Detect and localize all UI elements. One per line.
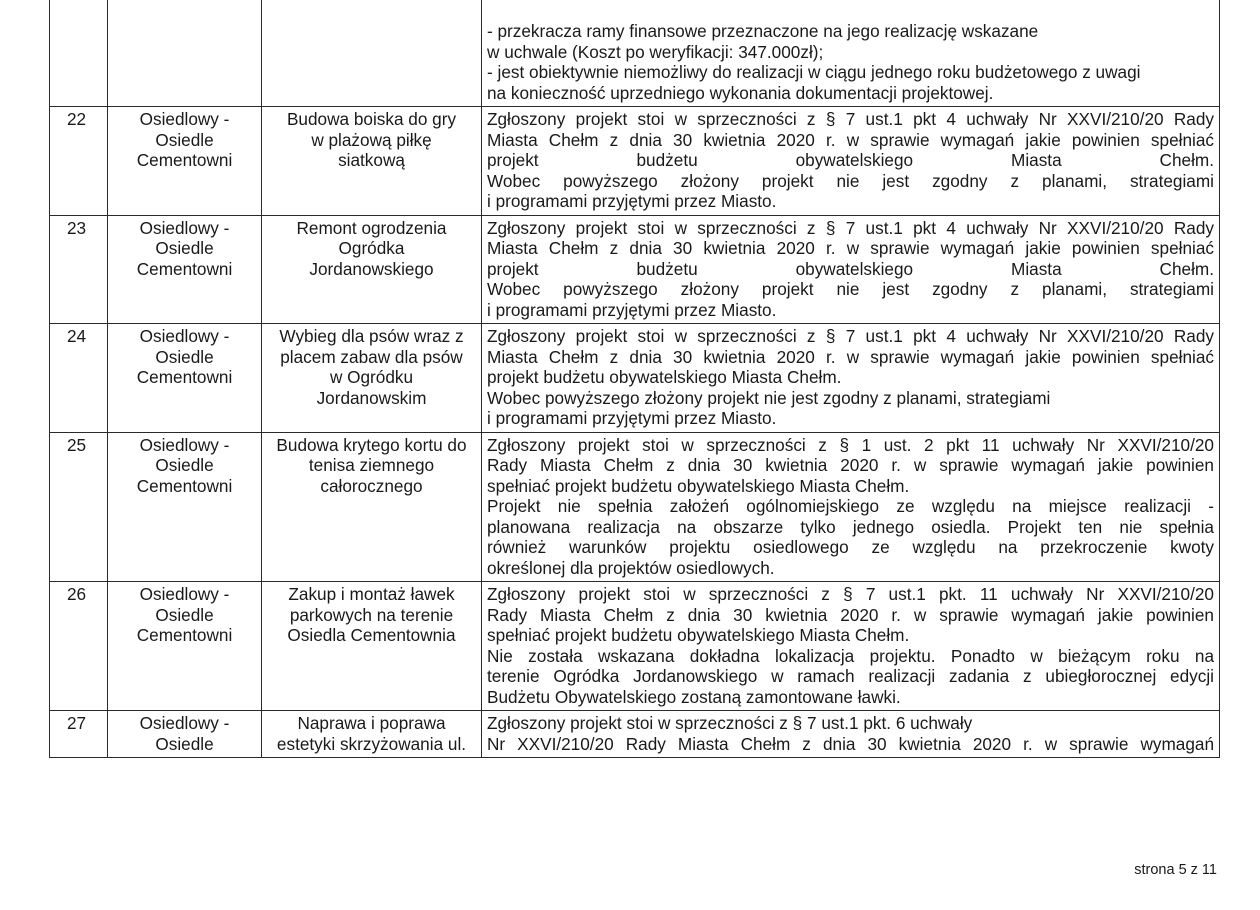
row-number: 27	[50, 711, 108, 758]
project-type	[108, 582, 262, 711]
name-line: Budowa krytego kortu do	[276, 434, 467, 455]
projects-table	[49, 0, 1220, 758]
name-line: estetyki skrzyżowania ul.	[276, 733, 467, 754]
name-line: Osiedla Cementownia	[287, 625, 456, 645]
table-row	[50, 711, 1220, 758]
type-line: Osiedle	[155, 346, 214, 367]
cell-nr	[50, 0, 108, 107]
row-number: 22	[50, 107, 108, 216]
reason-line: Zgłoszony projekt stoi w sprzeczności z § 7 ust.1 pkt 4 uchwały Nr XXVI/210/20 Rady	[487, 217, 1214, 238]
reason-line: Wobec powyższego złożony projekt nie jest zgodny z planami, strategiami	[487, 170, 1214, 191]
reason-line: Budżetu Obywatelskiego zostaną zamontowane ławki.	[487, 686, 901, 707]
reason-line: również warunków projektu osiedlowego ze względu na przekroczenie kwoty	[487, 537, 1214, 557]
name-line: parkowych na terenie	[289, 604, 454, 625]
type-line: Osiedlowy -	[139, 434, 230, 455]
rejection-reason	[482, 432, 1220, 582]
reason-line: - przekracza ramy finansowe przeznaczone na jego realizację wskazane	[487, 21, 1039, 41]
row-number: 26	[50, 582, 108, 711]
type-line: Cementowni	[136, 258, 233, 279]
type-line: Cementowni	[136, 625, 233, 645]
reason-line: spełniać projekt budżetu obywatelskiego Miasta Chełm.	[487, 625, 910, 645]
project-type	[108, 107, 262, 216]
rejection-reason	[482, 582, 1220, 711]
reason-line: planowana realizacja na obszarze tylko jednego osiedla. Projekt ten nie spełnia	[487, 516, 1214, 537]
name-line: Naprawa i poprawa	[297, 713, 446, 733]
reason-line: określonej dla projektów osiedlowych.	[487, 557, 775, 578]
reason-line: na konieczność uprzedniego wykonania dokumentacji projektowej.	[487, 82, 994, 103]
cell-reason	[482, 0, 1220, 107]
rejection-reason	[482, 215, 1220, 324]
project-name	[262, 107, 482, 216]
reason-line: Rady Miasta Chełm z dnia 30 kwietnia 2020 r. w sprawie wymagań jakie powinien	[487, 604, 1214, 625]
reason-line: Nie została wskazana dokładna lokalizacja projektu. Ponadto w bieżącym roku na	[487, 645, 1214, 666]
type-line: Osiedle	[155, 238, 214, 258]
project-name	[262, 711, 482, 758]
name-line: Remont ogrodzenia	[296, 217, 447, 238]
reason-line: Miasta Chełm z dnia 30 kwietnia 2020 r. w sprawie wymagań jakie powinien spełniać	[487, 238, 1214, 258]
reason-line: Miasta Chełm z dnia 30 kwietnia 2020 r. w sprawie wymagań jakie powinien spełniać	[487, 346, 1214, 367]
reason-line: - jest obiektywnie niemożliwy do realizacji w ciągu jednego roku budżetowego z uwagi	[487, 62, 1141, 82]
type-line: Osiedlowy -	[139, 713, 230, 733]
page-number: strona 5 z 11	[1134, 862, 1217, 878]
reason-line: i programami przyjętymi przez Miasto.	[487, 408, 777, 428]
name-line: tenisa ziemnego	[308, 455, 435, 475]
reason-line: Wobec powyższego złożony projekt nie jest zgodny z planami, strategiami	[487, 387, 1051, 408]
project-name	[262, 582, 482, 711]
type-line: Osiedlowy -	[139, 109, 230, 129]
project-type	[108, 215, 262, 324]
table-row	[50, 107, 1220, 216]
reason-line: Nr XXVI/210/20 Rady Miasta Chełm z dnia 30 kwietnia 2020 r. w sprawie wymagań	[487, 733, 1214, 754]
reason-line: projekt budżetu obywatelskiego Miasta Chełm.	[487, 150, 1214, 170]
reason-line: Miasta Chełm z dnia 30 kwietnia 2020 r. w sprawie wymagań jakie powinien spełniać	[487, 129, 1214, 150]
cell-name	[262, 0, 482, 107]
name-line: w plażową piłkę	[311, 129, 432, 150]
table-row	[50, 324, 1220, 433]
type-line: Cementowni	[136, 475, 233, 496]
reason-line: w uchwale (Koszt po weryfikacji: 347.000zł);	[487, 41, 824, 62]
table-row-continuation	[50, 0, 1220, 107]
rejection-reason	[482, 324, 1220, 433]
project-name	[262, 324, 482, 433]
type-line: Osiedle	[155, 455, 214, 475]
name-line: Zakup i montaż ławek	[288, 584, 455, 604]
table-row	[50, 215, 1220, 324]
table-row	[50, 582, 1220, 711]
type-line: Osiedle	[155, 604, 214, 625]
reason-line: Zgłoszony projekt stoi w sprzeczności z § 7 ust.1 pkt 4 uchwały Nr XXVI/210/20 Rady	[487, 326, 1214, 346]
cell-type	[108, 0, 262, 107]
reason-line: projekt budżetu obywatelskiego Miasta Chełm.	[487, 367, 842, 387]
reason-line: i programami przyjętymi przez Miasto.	[487, 191, 777, 211]
reason-line: projekt budżetu obywatelskiego Miasta Chełm.	[487, 258, 1214, 279]
reason-line: Zgłoszony projekt stoi w sprzeczności z § 7 ust.1 pkt 4 uchwały Nr XXVI/210/20 Rady	[487, 109, 1214, 129]
reason-line: terenie Ogródka Jordanowskiego w ramach realizacji zadania z ubiegłorocznej edycji	[487, 666, 1214, 686]
name-line: siatkową	[338, 150, 405, 170]
table-row	[50, 432, 1220, 582]
reason-line: Wobec powyższego złożony projekt nie jest zgodny z planami, strategiami	[487, 279, 1214, 299]
project-type	[108, 711, 262, 758]
type-line: Osiedlowy -	[139, 584, 230, 604]
reason-line: Rady Miasta Chełm z dnia 30 kwietnia 2020 r. w sprawie wymagań jakie powinien	[487, 455, 1214, 475]
name-line: Jordanowskiego	[309, 258, 434, 279]
project-name	[262, 432, 482, 582]
type-line: Osiedlowy -	[139, 326, 230, 346]
project-name	[262, 215, 482, 324]
type-line: Osiedlowy -	[139, 217, 230, 238]
reason-line: Zgłoszony projekt stoi w sprzeczności z § 1 ust. 2 pkt 11 uchwały Nr XXVI/210/20	[487, 434, 1214, 455]
row-number: 23	[50, 215, 108, 324]
row-number: 24	[50, 324, 108, 433]
project-type	[108, 324, 262, 433]
rejection-reason	[482, 107, 1220, 216]
type-line: Osiedle	[155, 129, 214, 150]
reason-line: i programami przyjętymi przez Miasto.	[487, 299, 777, 320]
name-line: placem zabaw dla psów	[280, 346, 463, 367]
type-line: Osiedle	[155, 733, 214, 754]
reason-line: Projekt nie spełnia założeń ogólnomiejskiego ze względu na miejsce realizacji -	[487, 496, 1214, 516]
reason-line: Zgłoszony projekt stoi w sprzeczności z § 7 ust.1 pkt. 11 uchwały Nr XXVI/210/20	[487, 584, 1214, 604]
name-line: Budowa boiska do gry	[286, 109, 457, 129]
type-line: Cementowni	[136, 150, 233, 170]
name-line: w Ogródku	[329, 367, 414, 387]
type-line: Cementowni	[136, 367, 233, 387]
name-line: Wybieg dla psów wraz z	[279, 326, 464, 346]
name-line: Jordanowskim	[316, 387, 427, 408]
rejection-reason	[482, 711, 1220, 758]
project-type	[108, 432, 262, 582]
reason-line: spełniać projekt budżetu obywatelskiego Miasta Chełm.	[487, 475, 910, 496]
name-line: całorocznego	[320, 475, 423, 496]
name-line: Ogródka	[338, 238, 405, 258]
row-number: 25	[50, 432, 108, 582]
reason-line: Zgłoszony projekt stoi w sprzeczności z § 7 ust.1 pkt. 6 uchwały	[487, 713, 973, 733]
